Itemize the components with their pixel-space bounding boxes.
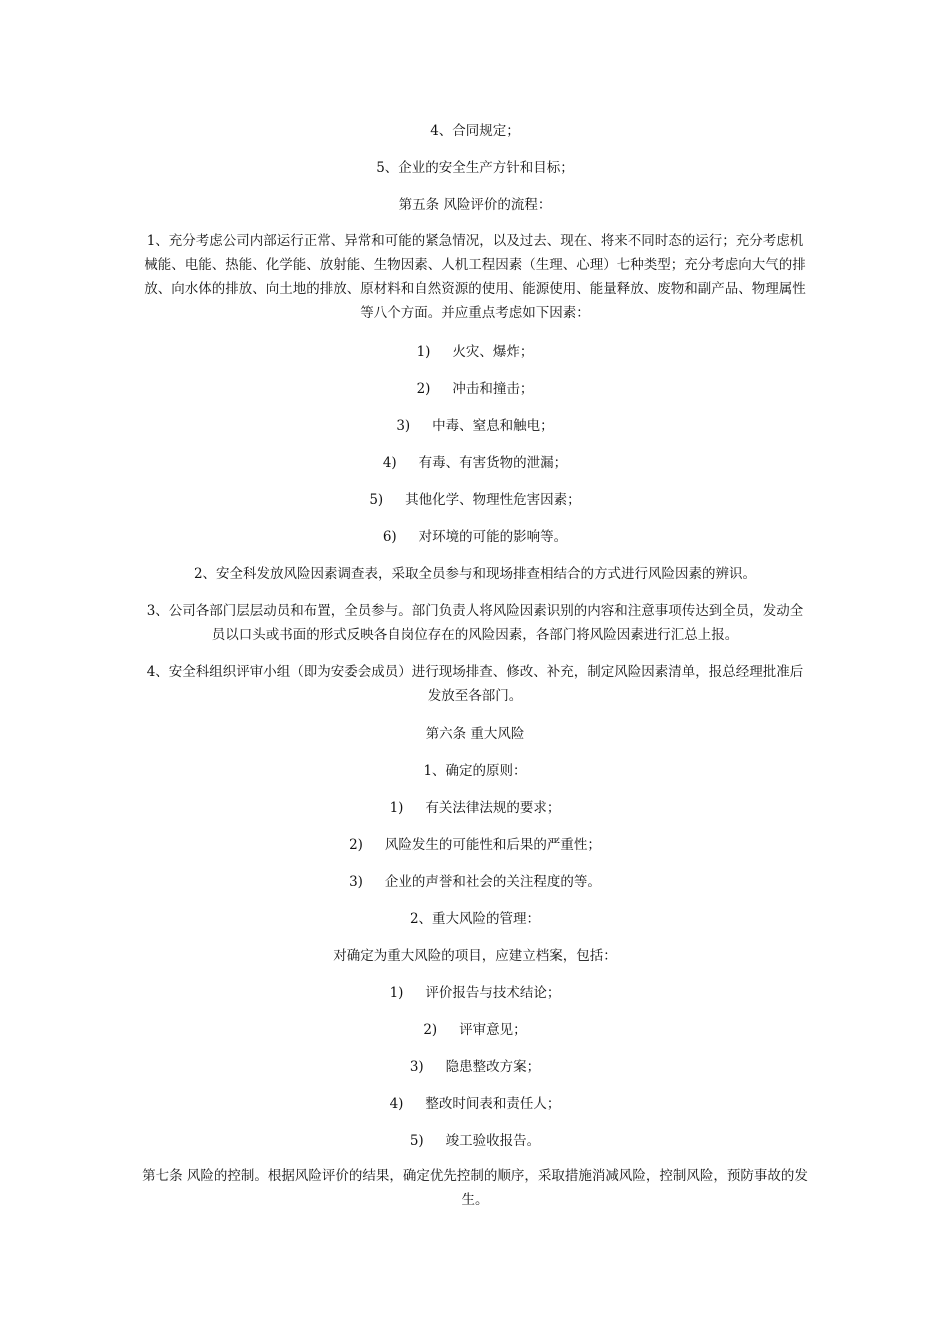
list-item — [0, 1057, 950, 1077]
item-text: 隐患整改方案； — [445, 1059, 541, 1075]
item-number: 2) — [416, 381, 431, 397]
list-item — [0, 835, 950, 855]
item-number: 1) — [389, 985, 404, 1001]
clause-line: 4、合同规定； — [430, 123, 520, 139]
item-text: 有毒、有害货物的泄漏； — [418, 455, 568, 471]
list-item — [0, 416, 950, 436]
clause-line: 2、重大风险的管理： — [409, 911, 541, 927]
item-number: 5) — [369, 492, 384, 508]
article-heading: 第六条 重大风险 — [425, 726, 525, 742]
paragraph: 1、充分考虑公司内部运行正常、异常和可能的紧急情况，以及过去、现在、将来不同时态的运行；充分考虑机械能、电能、热能、化学能、放射能、生物因素、人机工程因素（生理、心理）七种类型；充分考虑向大气的排放、向水体的排放、向土地的排放、原材料和自然资源的使用、能源使用、能量释放、废物和副产品、物理属性等八个方面。并应重点考虑如下因素： — [144, 233, 806, 321]
list-item — [0, 798, 950, 818]
item-number: 3) — [409, 1059, 424, 1075]
item-number: 1) — [389, 800, 404, 816]
list-item — [0, 342, 950, 362]
item-number: 2) — [349, 837, 363, 853]
item-text: 企业的声誉和社会的关注程度的等。 — [384, 874, 601, 890]
item-text: 整改时间表和责任人； — [425, 1096, 561, 1112]
article-heading: 第五条 风险评价的流程： — [398, 197, 552, 213]
list-item — [0, 379, 950, 399]
item-number: 3) — [349, 874, 363, 890]
item-text: 其他化学、物理性危害因素； — [405, 492, 581, 508]
item-text: 冲击和撞击； — [452, 381, 534, 397]
item-text: 风险发生的可能性和后果的严重性； — [384, 837, 601, 853]
paragraph: 3、公司各部门层层动员和布置，全员参与。部门负责人将风险因素识别的内容和注意事项传达到全员，发动全员以口头或书面的形式反映各自岗位存在的风险因素，各部门将风险因素进行汇总上报。 — [146, 603, 804, 643]
item-text: 竣工验收报告。 — [445, 1133, 541, 1149]
item-text: 有关法律法规的要求； — [425, 800, 561, 816]
item-number: 4) — [389, 1096, 404, 1112]
item-number: 4) — [382, 455, 397, 471]
item-text: 评审意见； — [459, 1022, 527, 1038]
item-number: 5) — [409, 1133, 424, 1149]
list-item — [0, 983, 950, 1003]
item-number: 6) — [382, 529, 397, 545]
paragraph: 2、安全科发放风险因素调查表，采取全员参与和现场排查相结合的方式进行风险因素的辨识。 — [193, 566, 757, 582]
paragraph: 4、安全科组织评审小组（即为安委会成员）进行现场排查、修改、补充，制定风险因素清单，报总经理批准后发放至各部门。 — [146, 664, 804, 704]
item-text: 对环境的可能的影响等。 — [418, 529, 568, 545]
paragraph: 第七条 风险的控制。根据风险评价的结果，确定优先控制的顺序，采取措施消减风险，控制风险，预防事故的发生。 — [142, 1168, 808, 1208]
list-item — [0, 527, 950, 547]
clause-line: 1、确定的原则： — [423, 763, 527, 779]
list-item — [0, 1020, 950, 1040]
item-number: 3) — [396, 418, 411, 434]
list-item — [0, 1094, 950, 1114]
item-number: 2) — [423, 1022, 438, 1038]
item-text: 评价报告与技术结论； — [425, 985, 561, 1001]
item-text: 火灾、爆炸； — [452, 344, 534, 360]
item-text: 中毒、窒息和触电； — [432, 418, 554, 434]
clause-line: 5、企业的安全生产方针和目标； — [376, 160, 574, 176]
item-number: 1) — [416, 344, 431, 360]
list-item — [0, 872, 950, 892]
clause-line: 对确定为重大风险的项目，应建立档案，包括： — [333, 948, 617, 964]
list-item — [0, 453, 950, 473]
list-item — [0, 490, 950, 510]
list-item — [0, 1131, 950, 1151]
